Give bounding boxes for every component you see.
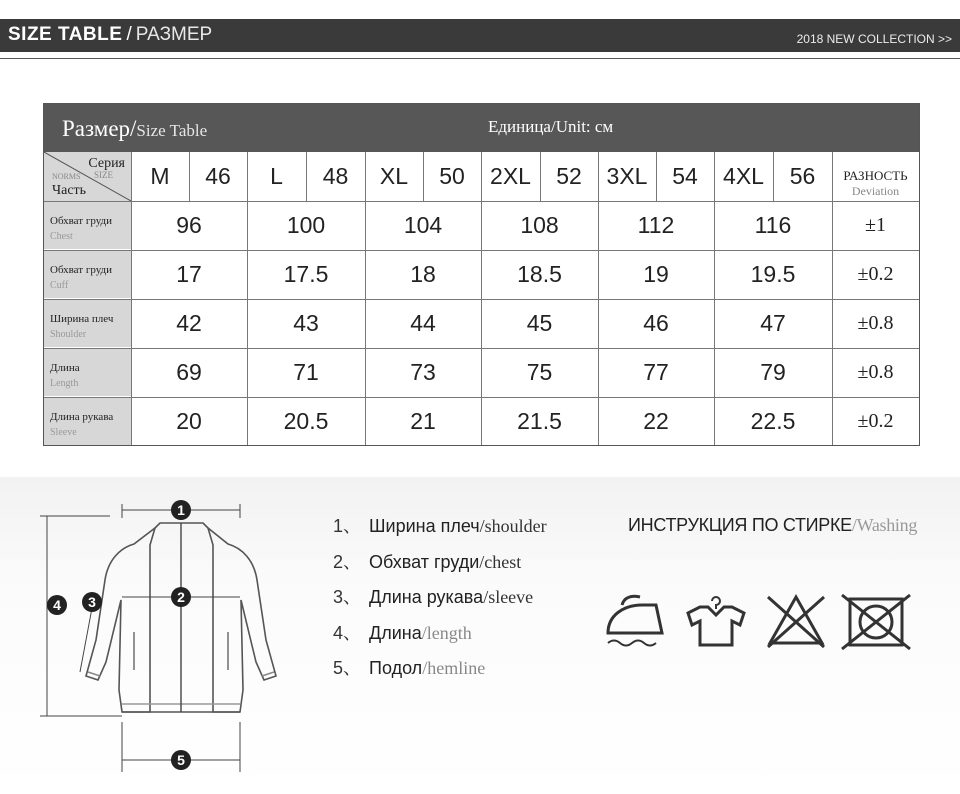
header-separator: / xyxy=(126,24,132,45)
table-cell: 112 xyxy=(637,211,675,238)
grid-line xyxy=(423,152,424,201)
size-letter: M xyxy=(150,163,170,189)
marker-4 xyxy=(47,595,67,615)
table-cell: 22.5 xyxy=(750,407,796,434)
measurement-legend xyxy=(333,512,547,690)
table-cell: 47 xyxy=(760,309,786,336)
grid-line xyxy=(832,152,833,445)
deviation-header xyxy=(832,152,919,201)
row-label-ru: Длина xyxy=(50,362,80,374)
marker-1-label: 1 xyxy=(177,502,185,518)
size-letter: 4XL xyxy=(723,163,764,189)
table-unit: Единица/Unit: см xyxy=(488,117,614,136)
size-letter: XL xyxy=(379,163,409,189)
size-number: 46 xyxy=(205,163,231,189)
legend-item xyxy=(333,548,547,584)
grid-line xyxy=(714,152,715,445)
row-label-length xyxy=(44,348,131,396)
legend-label-ru: Ширина плеч xyxy=(369,516,480,536)
legend-label-ru: Подол xyxy=(369,658,423,678)
table-cell: 71 xyxy=(293,358,319,385)
deviation-cell: ±0.8 xyxy=(857,311,894,334)
table-cell: 18.5 xyxy=(517,260,562,287)
grid-line xyxy=(481,152,482,445)
marker-5 xyxy=(171,750,191,770)
row-label-ru: Длина рукава xyxy=(50,411,114,423)
legend-item xyxy=(333,583,547,619)
grid-line xyxy=(306,152,307,201)
marker-3-label: 3 xyxy=(88,594,96,610)
row-label-shoulder xyxy=(44,299,131,347)
grid-line xyxy=(598,152,599,445)
row-label-en: Chest xyxy=(50,231,73,242)
legend-label-ru: Длина xyxy=(369,622,422,643)
row-label-en: Sleeve xyxy=(50,427,77,438)
table-cell: 108 xyxy=(520,211,559,238)
grid-line xyxy=(656,152,657,201)
grid-line xyxy=(247,152,248,445)
legend-item xyxy=(333,654,547,690)
legend-number: 3、 xyxy=(333,587,362,607)
table-title xyxy=(62,116,207,142)
marker-3 xyxy=(82,592,102,612)
size-number: 50 xyxy=(439,163,465,189)
size-number: 56 xyxy=(789,163,816,189)
table-cell: 69 xyxy=(176,358,202,385)
marker-2-label: 2 xyxy=(177,589,185,605)
marker-2 xyxy=(171,587,191,607)
corner-part: Часть xyxy=(52,183,87,198)
row-label-en: Shoulder xyxy=(50,329,87,340)
table-cell: 96 xyxy=(176,211,202,238)
jacket-diagram xyxy=(0,490,300,790)
table-title-bar xyxy=(44,104,919,152)
no-tumble-dry-icon xyxy=(842,595,910,649)
washing-icons xyxy=(600,585,930,655)
legend-label-en: /sleeve xyxy=(483,587,534,607)
size-letter: 2XL xyxy=(490,163,531,189)
table-cell: 21.5 xyxy=(517,407,562,434)
table-cell: 44 xyxy=(410,309,436,336)
header-title-ru: РАЗМЕР xyxy=(135,24,213,45)
row-label-chest xyxy=(44,201,131,249)
table-cell: 20 xyxy=(176,407,202,434)
legend-number: 4、 xyxy=(333,622,362,643)
marker-1 xyxy=(171,500,191,520)
no-bleach-icon xyxy=(768,597,824,647)
legend-item xyxy=(333,619,547,655)
table-cell: 17.5 xyxy=(283,260,329,287)
legend-number: 5、 xyxy=(333,658,362,678)
grid-line xyxy=(131,152,132,445)
header-title xyxy=(8,24,212,46)
table-title-ru: Размер/ xyxy=(62,116,137,141)
row-label-cuff xyxy=(44,250,131,298)
deviation-cell: ±0.2 xyxy=(857,262,894,285)
header-divider xyxy=(0,58,960,59)
size-number: 52 xyxy=(556,163,582,189)
grid-line xyxy=(189,152,190,201)
table-cell: 45 xyxy=(526,309,553,336)
table-cell: 77 xyxy=(643,358,669,385)
iron-icon xyxy=(608,596,662,645)
table-cell: 104 xyxy=(403,211,443,238)
table-cell: 79 xyxy=(760,358,786,385)
table-cell: 116 xyxy=(754,211,792,238)
size-letter: 3XL xyxy=(606,163,648,189)
table-cell: 43 xyxy=(293,309,319,336)
table-cell: 73 xyxy=(410,358,436,385)
row-label-ru: Обхват груди xyxy=(50,264,112,276)
deviation-cell: ±0.8 xyxy=(857,360,894,383)
legend-number: 2、 xyxy=(333,551,362,572)
legend-label-ru: Обхват груди xyxy=(369,551,480,572)
header-bar xyxy=(0,19,960,52)
grid-line xyxy=(365,152,366,445)
table-cell: 17 xyxy=(176,260,202,287)
hang-dry-icon xyxy=(688,597,744,645)
row-label-sleeve xyxy=(44,397,131,445)
legend-label-en: /hemline xyxy=(422,658,486,678)
row-label-ru: Ширина плеч xyxy=(50,313,114,325)
washing-title-ru: ИНСТРУКЦИЯ ПО СТИРКЕ xyxy=(628,515,852,535)
deviation-header-en: Deviation xyxy=(851,184,900,198)
legend-item xyxy=(333,512,547,548)
table-corner-cell xyxy=(44,152,131,201)
table-cell: 19 xyxy=(643,260,669,287)
table-cell: 22 xyxy=(643,407,669,434)
table-cell: 46 xyxy=(643,309,669,336)
marker-4-label: 4 xyxy=(53,597,61,613)
collection-label: 2018 NEW COLLECTION >> xyxy=(796,32,952,46)
legend-label-ru: Длина рукава xyxy=(369,587,484,607)
corner-norms: NORMS xyxy=(52,172,81,181)
table-cell: 18 xyxy=(410,260,436,287)
table-cell: 21 xyxy=(410,407,436,434)
corner-series: Серия xyxy=(88,156,125,171)
row-label-en: Cuff xyxy=(50,280,69,291)
marker-5-label: 5 xyxy=(177,752,185,768)
legend-number: 1、 xyxy=(333,516,362,536)
deviation-cell: ±1 xyxy=(865,213,886,236)
table-cell: 42 xyxy=(176,309,202,336)
legend-label-en: /length xyxy=(421,622,472,643)
grid-line xyxy=(540,152,541,201)
table-cell: 75 xyxy=(526,358,553,385)
table-cell: 20.5 xyxy=(283,407,329,434)
deviation-cell: ±0.2 xyxy=(857,409,894,432)
washing-title xyxy=(628,515,917,536)
legend-label-en: /shoulder xyxy=(479,516,547,536)
legend-label-en: /chest xyxy=(479,551,522,572)
row-label-ru: Обхват груди xyxy=(50,215,112,227)
table-title-en: Size Table xyxy=(136,121,208,140)
size-letter: L xyxy=(270,163,283,189)
table-cell: 19.5 xyxy=(750,260,796,287)
header-title-en: SIZE TABLE xyxy=(8,24,123,45)
size-number: 48 xyxy=(322,163,349,189)
table-cell: 100 xyxy=(286,211,326,238)
corner-size: SIZE xyxy=(94,170,113,180)
size-table xyxy=(43,103,920,446)
row-label-en: Length xyxy=(50,378,79,389)
grid-line xyxy=(773,152,774,201)
deviation-header-ru: РАЗНОСТЬ xyxy=(843,168,908,183)
size-number: 54 xyxy=(672,163,698,189)
measure-lines xyxy=(40,504,240,772)
washing-title-en: /Washing xyxy=(851,515,918,535)
